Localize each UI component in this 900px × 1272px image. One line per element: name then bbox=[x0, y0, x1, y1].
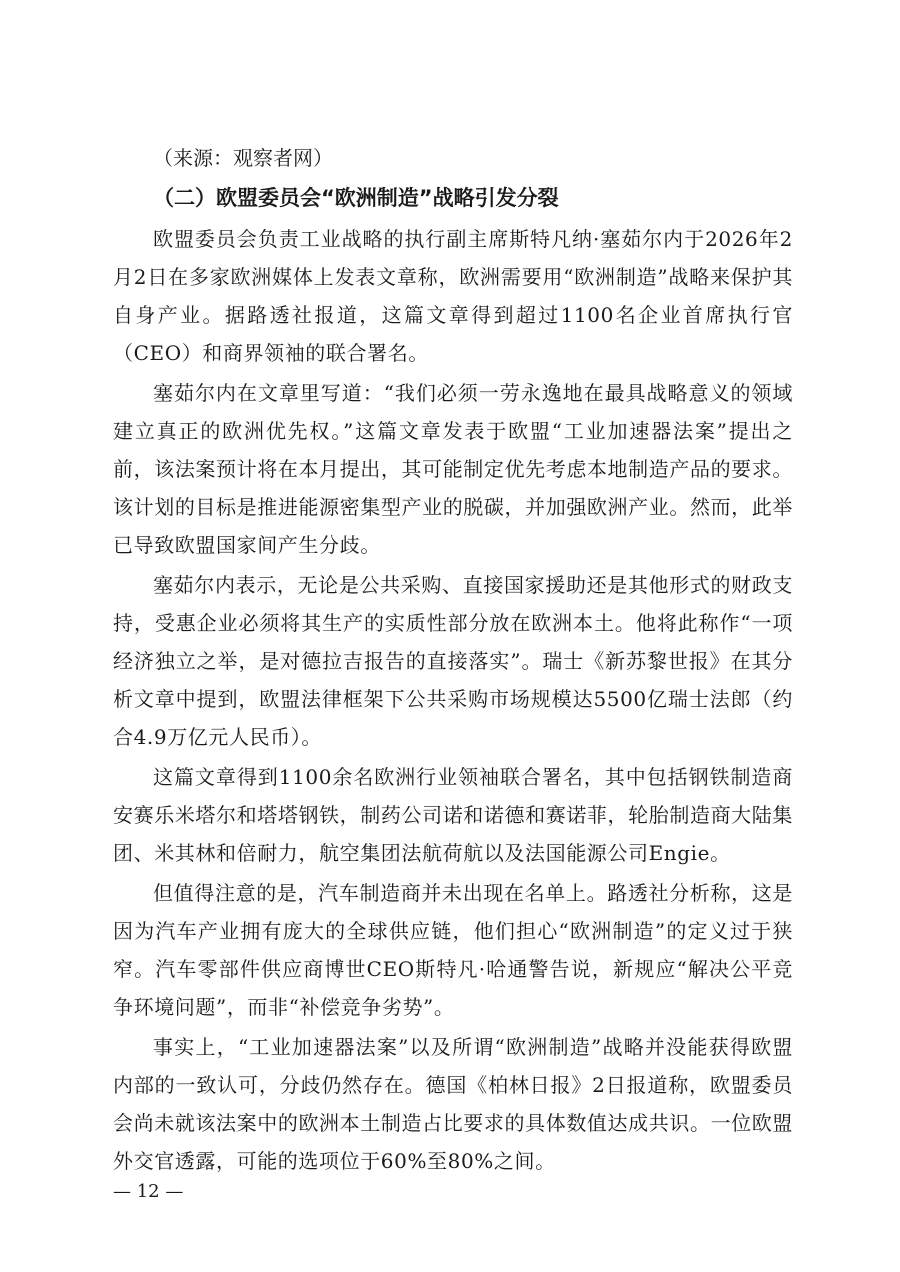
page-number: — 12 — bbox=[113, 1181, 184, 1202]
paragraph-3: 塞茹尔内表示，无论是公共采购、直接国家援助还是其他形式的财政支持，受惠企业必须将其生产的实质性部分放在欧洲本土。他将此称作“一项经济独立之举，是对德拉吉报告的直接落实”。瑞士《新苏黎世报》在其分析文章中提到，欧盟法律框架下公共采购市场规模达5500亿瑞士法郎（约合4.9万亿元人民币）。 bbox=[113, 573, 793, 749]
paragraph-1: 欧盟委员会负责工业战略的执行副主席斯特凡纳·塞茹尔内于2026年2月2日在多家欧洲媒体上发表文章称，欧洲需要用“欧洲制造”战略来保护其自身产业。据路透社报道，这篇文章得到超过1100名企业首席执行官（CEO）和商界领袖的联合署名。 bbox=[113, 227, 793, 365]
paragraph-2: 塞茹尔内在文章里写道：“我们必须一劳永逸地在最具战略意义的领域建立真正的欧洲优先权。”这篇文章发表于欧盟“工业加速器法案”提出之前，该法案预计将在本月提出，其可能制定优先考虑本地制造产品的要求。该计划的目标是推进能源密集型产业的脱碳，并加强欧洲产业。然而，此举已导致欧盟国家间产生分歧。 bbox=[113, 381, 793, 557]
paragraph-4: 这篇文章得到1100余名欧洲行业领袖联合署名，其中包括钢铁制造商安赛乐米塔尔和塔塔钢铁，制药公司诺和诺德和赛诺菲，轮胎制造商大陆集团、米其林和倍耐力，航空集团法航荷航以及法国能源公司Engie。 bbox=[113, 765, 793, 865]
paragraph-5: 但值得注意的是，汽车制造商并未出现在名单上。路透社分析称，这是因为汽车产业拥有庞大的全球供应链，他们担心“欧洲制造”的定义过于狭窄。汽车零部件供应商博世CEO斯特凡·哈通警告说，新规应“解决公平竞争环境问题”，而非“补偿竞争劣势”。 bbox=[113, 881, 793, 1019]
paragraph-6: 事实上，“工业加速器法案”以及所谓“欧洲制造”战略并没能获得欧盟内部的一致认可，分歧仍然存在。德国《柏林日报》2日报道称，欧盟委员会尚未就该法案中的欧洲本土制造占比要求的具体数值达成共识。一位欧盟外交官透露，可能的选项位于60%至80%之间。 bbox=[113, 1035, 793, 1173]
document-body bbox=[113, 138, 793, 1182]
section-heading: （二）欧盟委员会“欧洲制造”战略引发分裂 bbox=[153, 186, 559, 210]
source-note: （来源：观察者网） bbox=[153, 146, 333, 170]
